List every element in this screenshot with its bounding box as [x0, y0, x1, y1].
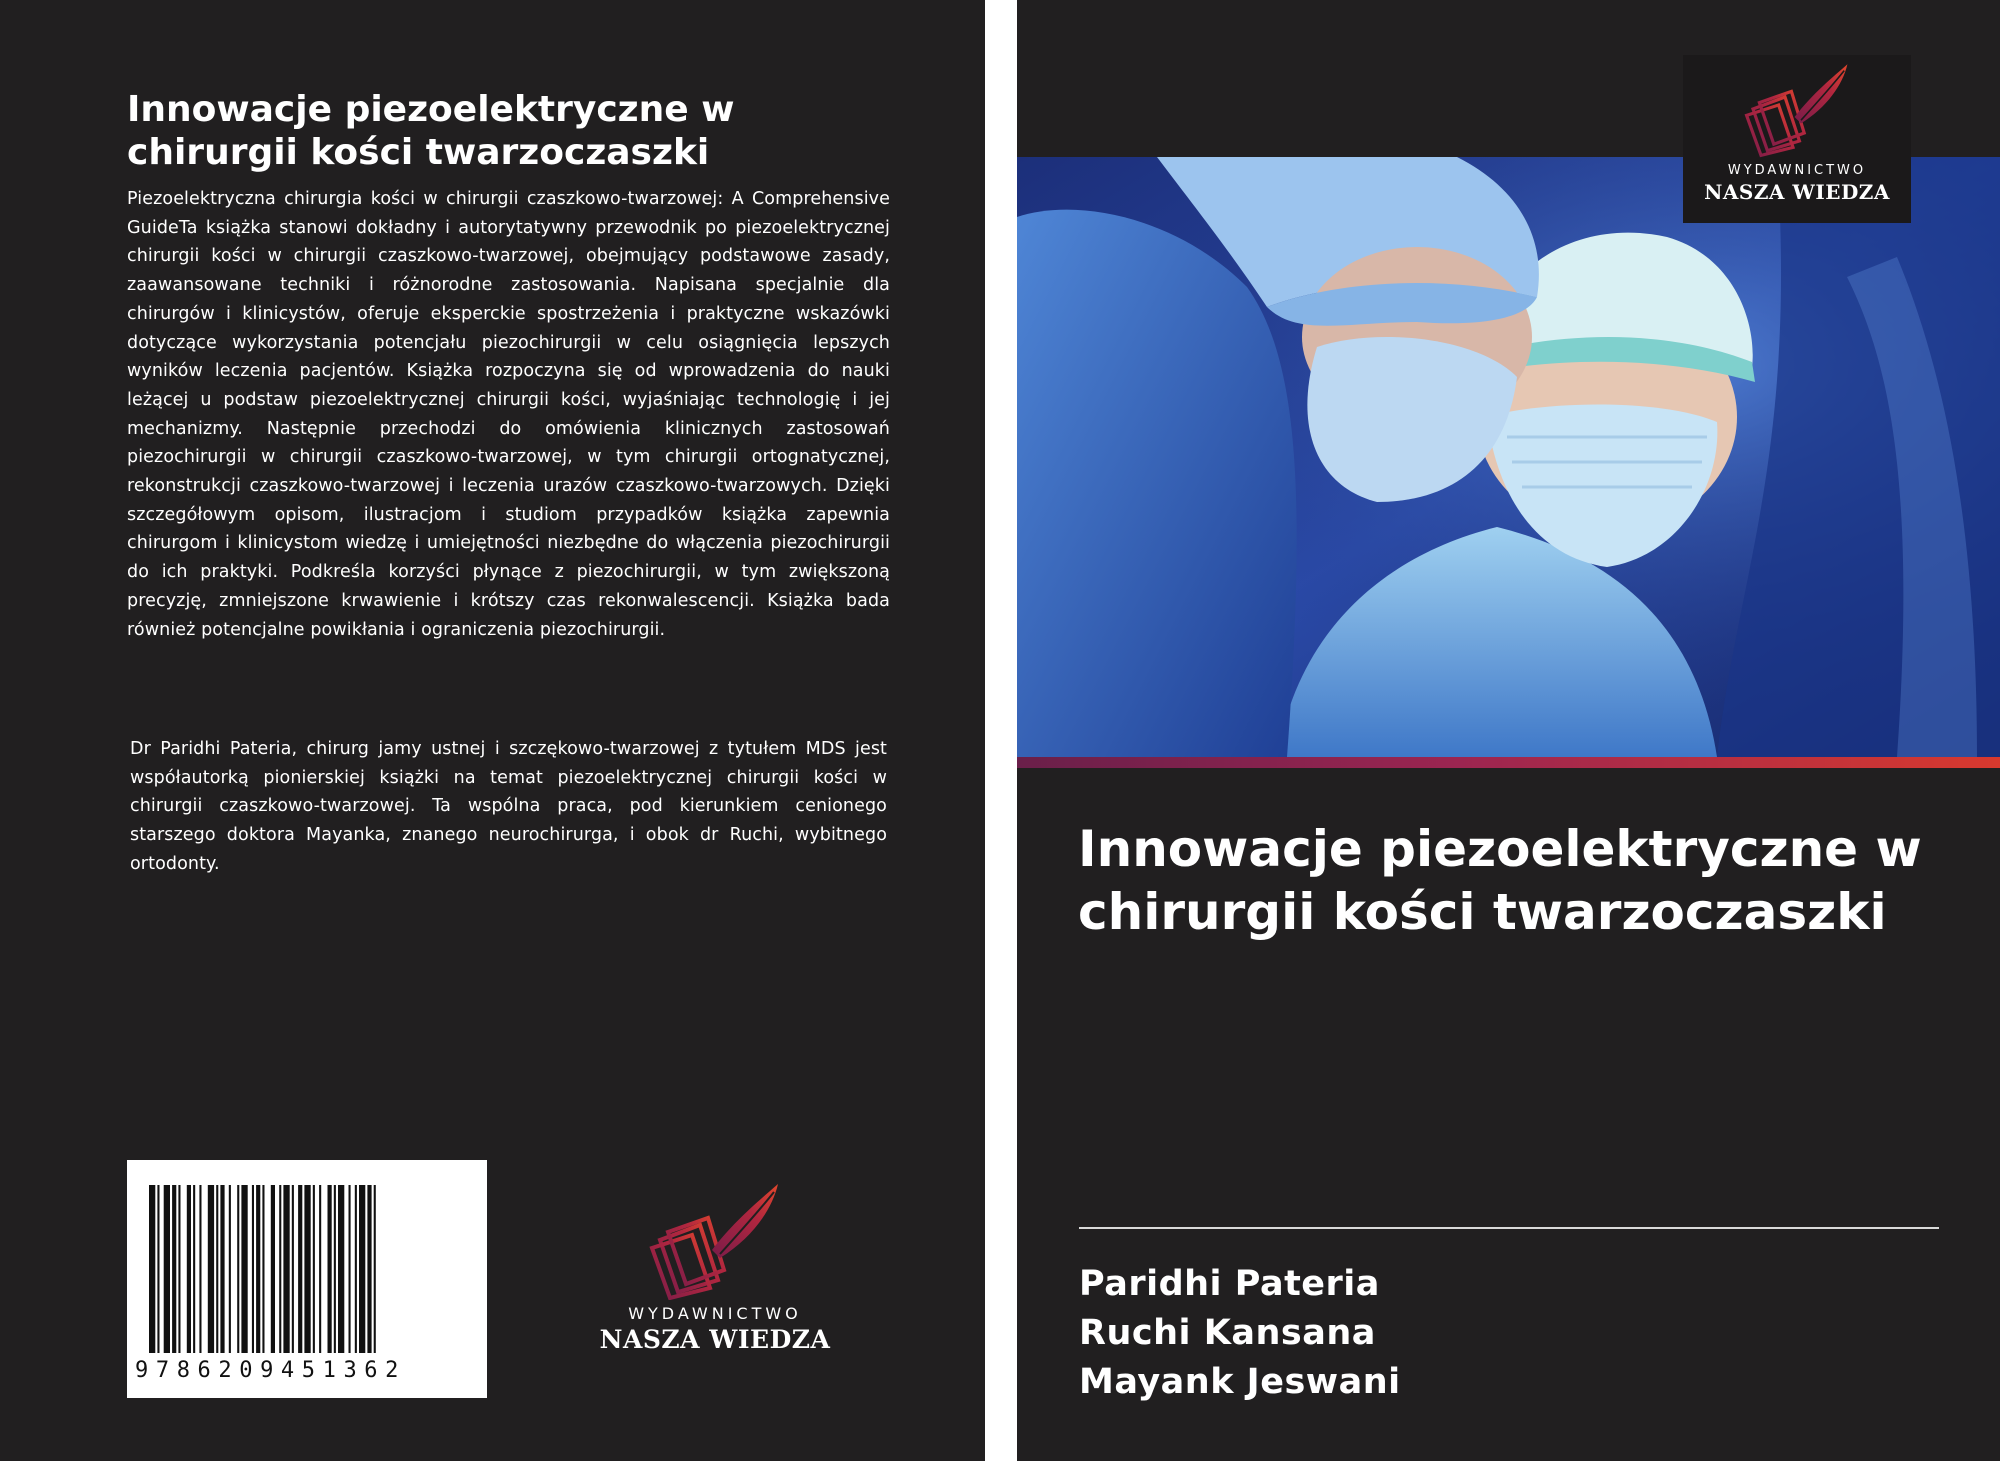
barcode-bar — [374, 1185, 376, 1353]
publisher-label: WYDAWNICTWO — [1727, 163, 1867, 178]
barcode-bar — [271, 1185, 275, 1353]
book-quill-icon — [1737, 59, 1857, 159]
back-cover-title: Innowacje piezoelektryczne w chirurgii kości twarzoczaszki — [127, 89, 735, 173]
barcode-bar — [338, 1185, 344, 1353]
isbn-digits: 9786209451362 — [135, 1358, 406, 1383]
surgeons-photo — [1017, 157, 2000, 757]
surgeons-illustration — [1017, 157, 2000, 757]
barcode-bar — [298, 1185, 302, 1353]
barcode-bar — [292, 1185, 294, 1353]
barcode-bar — [208, 1185, 214, 1353]
barcode-bar — [359, 1185, 365, 1353]
publisher-name: NASZA WIEDZA — [1704, 180, 1890, 204]
barcode-bar — [328, 1185, 332, 1353]
author-name: Ruchi Kansana — [1079, 1313, 1376, 1353]
front-cover-title: Innowacje piezoelektryczne w chirurgii kości twarzoczaszki — [1078, 820, 1922, 941]
barcode-bar — [237, 1185, 239, 1353]
barcode-bar — [319, 1185, 321, 1353]
barcode-bar — [187, 1185, 191, 1353]
barcode-bar — [164, 1185, 170, 1353]
publisher-name: NASZA WIEDZA — [599, 1325, 831, 1354]
barcode-bar — [216, 1185, 218, 1353]
accent-stripe — [1017, 757, 2000, 768]
barcode-bar — [252, 1185, 254, 1353]
barcode-bar — [279, 1185, 281, 1353]
barcode-bar — [199, 1185, 201, 1353]
author-bio: Dr Paridhi Pateria, chirurg jamy ustnej i szczękowo-twarzowej z tytułem MDS jest współautorką pionierskiej książki na temat piezoelektrycznej chirurgii kości w chirurgii czaszkowo-twarzowej. Ta wspólna praca, pod kierunkiem cenionego starszego doktora Mayanka, znanego neurochirurga, i obok dr Ruchi, wybitnego ortodonty. — [130, 739, 887, 874]
author-list — [1079, 1260, 1401, 1407]
barcode-bar — [283, 1185, 289, 1353]
barcode-bar — [193, 1185, 195, 1353]
publisher-label: WYDAWNICTWO — [628, 1304, 802, 1323]
barcode-bars — [149, 1185, 465, 1353]
barcode-bar — [355, 1185, 357, 1353]
back-cover-description: Piezoelektryczna chirurgia kości w chirurgii czaszkowo-twarzowej: A Comprehensive GuideTa książka stanowi dokładny i autorytatywny przewodnik po piezoelektrycznej chirurgii kości w chirurgii czaszkowo-twarzowej, obejmujący podstawowe zasady, zaawansowane techniki i różnorodne zastosowania. Napisana specjalnie dla chirurgów i klinicystów, oferuje eksperckie spostrzeżenia i praktyczne wskazówki dotyczące wykorzystania potencjału piezochirurgii w celu osiągnięcia lepszych wyników leczenia pacjentów. Książka rozpoczyna się od wprowadzenia do nauki leżącej u podstaw piezoelektrycznej chirurgii kości, wyjaśniając technologię i jej mechanizmy. Następnie przechodzi do omówienia klinicznych zastosowań piezochirurgii w chirurgii czaszkowo-twarzowej, w tym chirurgii ortognatycznej, rekonstrukcji czaszkowo-twarzowej i leczenia urazów czaszkowo-twarzowych. Dzięki szczegółowym opisom, ilustracjom i studiom przypadków książka zapewnia chirurgom i klinicystom wiedzę i umiejętności niezbędne do włączenia piezochirurgii do ich praktyki. Podkreśla korzyści płynące z piezochirurgii, w tym zwiększoną precyzję, zmniejszone krwawienie i krótszy czas rekonwalescencji. Książka bada również potencjalne powikłania i ograniczenia piezochirurgii. — [127, 189, 890, 640]
book-quill-icon — [640, 1180, 790, 1300]
barcode-bar — [349, 1185, 351, 1353]
barcode-bar — [178, 1185, 180, 1353]
barcode-bar — [262, 1185, 264, 1353]
barcode-bar — [334, 1185, 336, 1353]
barcode-bar — [256, 1185, 260, 1353]
barcode-bar — [367, 1185, 371, 1353]
barcode-bar — [157, 1185, 159, 1353]
barcode-bar — [149, 1185, 155, 1353]
publisher-logo-front — [1683, 55, 1911, 223]
barcode-bar — [220, 1185, 224, 1353]
barcode-bar — [241, 1185, 247, 1353]
author-name: Paridhi Pateria — [1079, 1264, 1380, 1304]
publisher-logo-back — [570, 1180, 860, 1354]
isbn-barcode — [127, 1160, 487, 1398]
barcode-bar — [172, 1185, 176, 1353]
barcode-bar — [229, 1185, 231, 1353]
barcode-bar — [313, 1185, 315, 1353]
divider — [1079, 1227, 1939, 1229]
barcode-bar — [304, 1185, 310, 1353]
author-name: Mayank Jeswani — [1079, 1362, 1401, 1402]
